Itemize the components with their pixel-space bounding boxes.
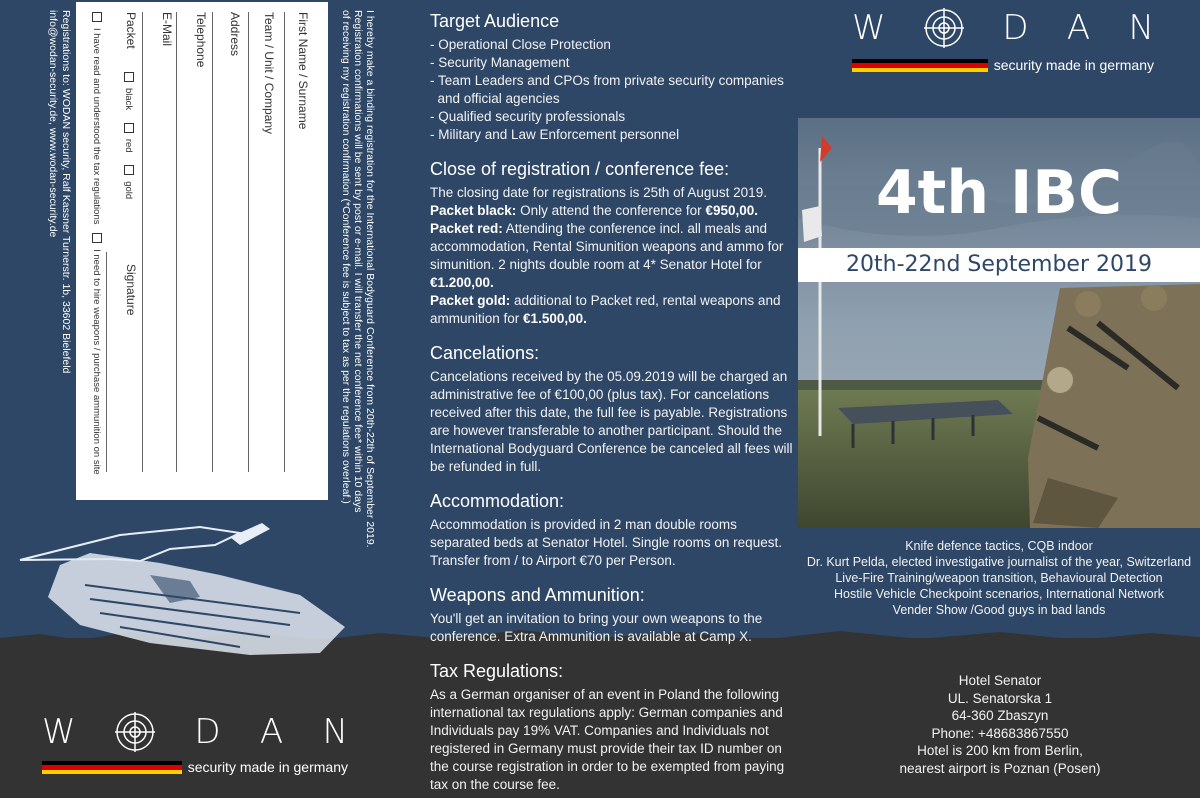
weapons-hire-label: I need to hire weapons / purchase ammunition on site — [91, 249, 102, 475]
topic-item: Live-Fire Training/weapon transition, Behavioural Detection — [835, 571, 1163, 585]
fee-section — [430, 158, 800, 328]
cancel-section — [430, 342, 800, 476]
registration-form — [76, 2, 328, 500]
packet-label: Packet — [124, 12, 138, 49]
registration-declaration — [340, 10, 376, 548]
logo-wordmark — [42, 712, 348, 752]
cancel-text: Cancelations received by the 05.09.2019 will be charged an administrative fee of €100,00 (plus tax). For cancelations received after this date, the full fee is payable. Registrations are however transferable to another participant. Should the International Bodyguard Conference be canceled all fees will be refunded in full. — [430, 369, 793, 474]
packet-red-label: Packet red: — [430, 221, 503, 236]
logo-letter: W — [42, 712, 76, 752]
german-flag-icon — [852, 59, 988, 72]
packet-gold-checkbox[interactable] — [124, 165, 134, 175]
audience-list — [430, 36, 800, 144]
address-line: info@wodan-security.de, www.wodan-security.de — [47, 10, 59, 238]
topic-item: Knife defence tactics, CQB indoor — [905, 539, 1093, 553]
field-email-input[interactable] — [142, 12, 143, 472]
hotel-distance: Hotel is 200 km from Berlin, — [917, 743, 1083, 759]
packet-options — [123, 72, 134, 199]
field-telephone-input[interactable] — [176, 12, 177, 472]
logo-tagline: security made in germany — [993, 57, 1154, 73]
packet-option-red: red — [123, 138, 134, 153]
weapons-section — [430, 584, 800, 646]
packet-option-gold: gold — [123, 181, 134, 200]
declaration-line: I hereby make a binding registration for the International Bodyguard Conference from 20th-22th of September 2019. — [364, 10, 376, 548]
registration-address — [46, 10, 72, 373]
declaration-line: of receiving my registration confirmation (*Conference fee is subject to tax as per the regulations overleaf.) — [340, 10, 352, 504]
packet-black-checkbox[interactable] — [124, 72, 134, 82]
packet-gold-price: €1.500,00. — [523, 311, 587, 326]
signature-label: Signature — [124, 264, 138, 316]
cancel-title: Cancelations: — [430, 343, 540, 363]
german-flag-icon — [42, 761, 182, 774]
tax-consent-label: I have read and understood the tax regulations — [91, 28, 102, 225]
packet-gold-text — [430, 292, 800, 328]
field-label-address: Address — [228, 12, 242, 57]
topic-item: Vender Show /Good guys in bad lands — [892, 603, 1106, 617]
field-label-company: Team / Unit / Company — [262, 12, 276, 135]
field-name-input[interactable] — [284, 12, 285, 472]
accommodation-section — [430, 490, 800, 570]
logo-letter: D — [194, 712, 221, 752]
accommodation-title: Accommodation: — [430, 491, 565, 511]
logo-letter: N — [1128, 8, 1154, 48]
address-line: Registrations to: WODAN security, Ralf Kassner Turnerstr. 1b, 33602 Bielefeld — [60, 10, 72, 374]
weapons-text: You'll get an invitation to bring your own weapons to the conference. Extra Ammunition is available at Camp X. — [430, 611, 763, 644]
topics-list — [798, 538, 1200, 618]
operator-sketch-illustration — [0, 515, 365, 665]
packet-gold-desc: additional to Packet red, rental weapons and ammunition for — [430, 293, 781, 326]
packet-gold-label: Packet gold: — [430, 293, 511, 308]
logo-wordmark — [852, 8, 1154, 48]
signature-line[interactable] — [106, 252, 107, 472]
packet-red-desc: Attending the conference incl. all meals and accommodation, Rental Simunition weapons and ammo for simunition. 2 nights double room at 4* Senator Hotel for — [430, 221, 784, 272]
audience-item: - Military and Law Enforcement personnel — [430, 127, 680, 142]
field-label-telephone: Telephone — [194, 12, 208, 68]
hotel-name: Hotel Senator — [958, 673, 1042, 688]
packet-option-black: black — [123, 88, 134, 111]
logo-letter: A — [1066, 8, 1091, 48]
tax-section — [430, 660, 800, 794]
hotel-airport: nearest airport is Poznan (Posen) — [899, 760, 1101, 776]
logo-letter: N — [322, 712, 348, 752]
packet-red-price: €1.200,00. — [430, 275, 494, 290]
tax-consent-checkbox[interactable] — [92, 12, 102, 22]
event-dates: 20th-22nd September 2019 — [798, 248, 1200, 282]
packet-black-text — [430, 202, 800, 220]
fee-intro: The closing date for registrations is 25th of August 2019. — [430, 185, 767, 200]
weapons-hire-checkbox[interactable] — [92, 233, 102, 243]
packet-red-text — [430, 220, 800, 292]
event-photo — [798, 118, 1200, 528]
audience-item: - Qualified security professionals — [430, 109, 626, 124]
field-label-name: First Name / Surname — [296, 12, 310, 130]
field-label-email: E-Mail — [160, 12, 174, 47]
consent-row — [91, 12, 102, 475]
tax-title: Tax Regulations: — [430, 661, 564, 681]
accommodation-text: Accommodation is provided in 2 man double rooms separated beds at Senator Hotel. Single rooms on request. Transfer from / to Airport €70 per Person. — [430, 517, 782, 568]
logo-letter: W — [852, 8, 886, 48]
audience-item: and official agencies — [430, 91, 560, 106]
field-address-input[interactable] — [212, 12, 213, 472]
audience-title: Target Audience — [430, 11, 560, 31]
wodan-logo-bottom — [42, 712, 348, 774]
logo-tagline: security made in germany — [187, 759, 348, 775]
packet-red-checkbox[interactable] — [124, 123, 134, 133]
hotel-phone: Phone: +48683867550 — [931, 725, 1069, 741]
audience-section — [430, 10, 800, 144]
hotel-city: 64-360 Zbaszyn — [951, 708, 1049, 724]
tax-text: As a German organiser of an event in Poland the following international tax regulations apply: German companies and Individuals pay 19% VAT. Companies and Individuals not registered in Germany must provide their tax ID number on the course registration in order to be exempted from paying tax on the course fee. — [430, 687, 785, 792]
declaration-line: Registration confirmations will be sent by post or e-mail. I will transfer the net conference fee* within 10 days — [352, 10, 364, 513]
crosshair-icon — [924, 8, 964, 48]
hotel-street: UL. Senatorska 1 — [947, 690, 1053, 706]
fee-title: Close of registration / conference fee: — [430, 159, 730, 179]
audience-item: - Security Management — [430, 55, 570, 70]
topic-item: Hostile Vehicle Checkpoint scenarios, International Network — [833, 587, 1165, 601]
audience-item: - Operational Close Protection — [430, 37, 611, 52]
topic-item: Dr. Kurt Pelda, elected investigative journalist of the year, Switzerland — [806, 555, 1192, 569]
logo-letter: D — [1002, 8, 1029, 48]
audience-item: - Team Leaders and CPOs from private security companies — [430, 73, 784, 88]
logo-letter: A — [259, 712, 284, 752]
weapons-title: Weapons and Ammunition: — [430, 585, 645, 605]
event-title: 4th IBC — [875, 158, 1123, 228]
wodan-logo-top — [852, 8, 1154, 72]
field-company-input[interactable] — [248, 12, 249, 472]
packet-black-price: €950,00. — [705, 203, 758, 218]
hotel-info — [870, 672, 1130, 778]
packet-black-label: Packet black: — [430, 203, 517, 218]
packet-black-desc: Only attend the conference for — [516, 203, 706, 218]
crosshair-icon — [115, 712, 155, 752]
